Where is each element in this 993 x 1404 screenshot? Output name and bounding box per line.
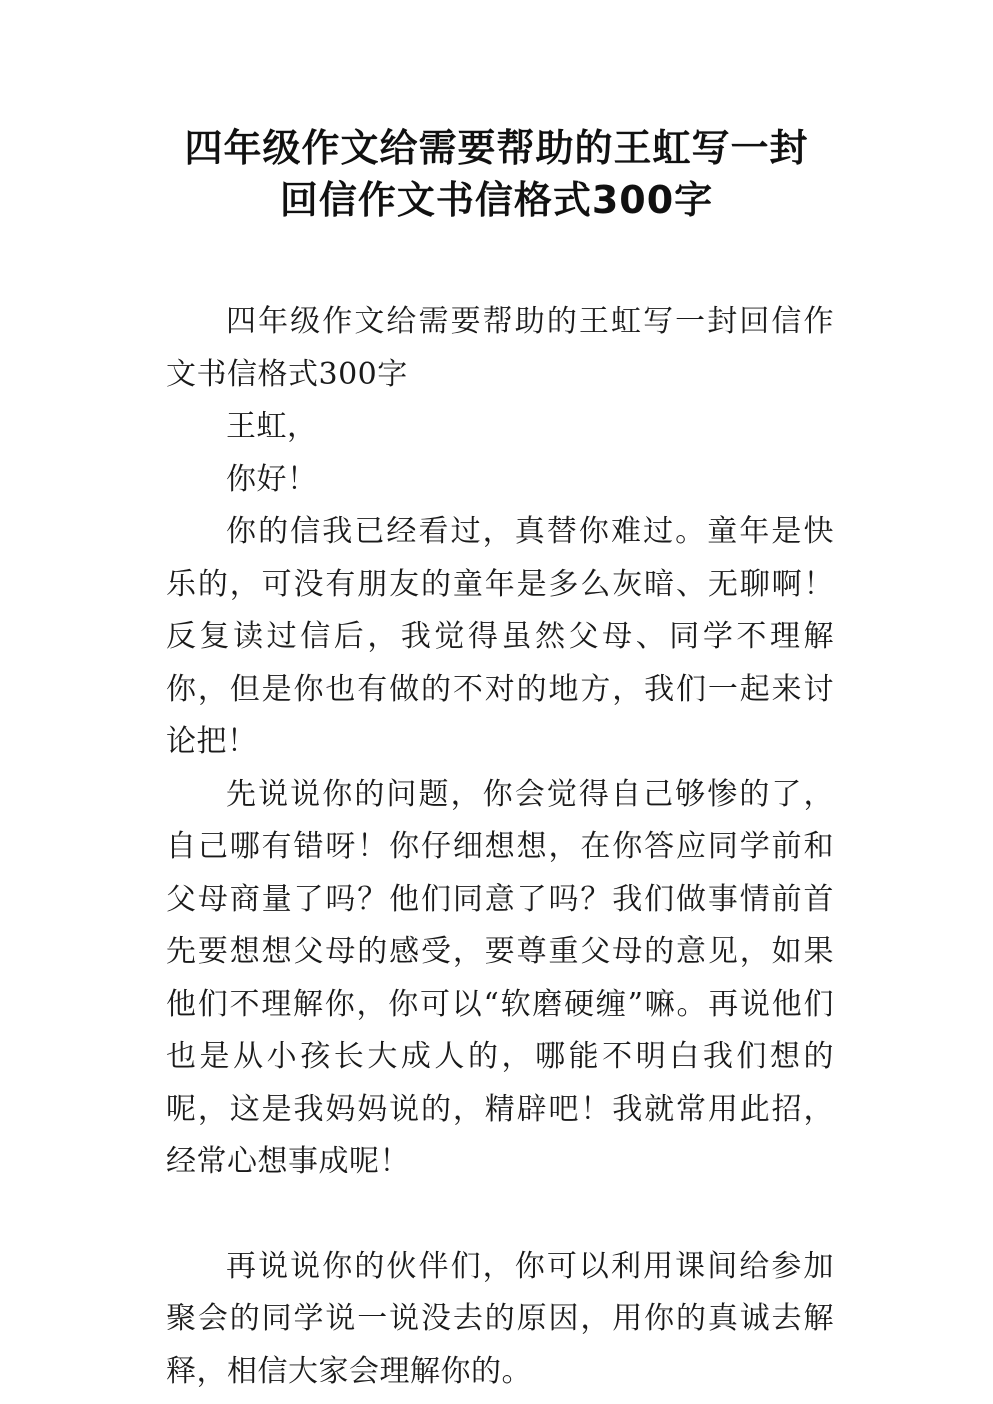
paragraph-2: 先说说你的问题，你会觉得自己够惨的了，自己哪有错呀！你仔细想想，在你答应同学前和父母商量了吗？他们同意了吗？我们做事情前首先要想想父母的感受，要尊重父母的意见，如果他们不理解你，你可以“软磨硬缠”嘛。再说他们也是从小孩长大成人的，哪能不明白我们想的呢，这是我妈妈说的，精辟吧！我就常用此招，经常心想事成呢！ [166, 776, 834, 1179]
paragraph-3: 再说说你的伙伴们，你可以利用课间给参加聚会的同学说一说没去的原因，用你的真诚去解释，相信大家会理解你的。 [166, 1248, 834, 1389]
paragraph-heading: 四年级作文给需要帮助的王虹写一封回信作文书信格式300字 [166, 304, 834, 392]
paragraph-greeting: 你好！ [226, 461, 318, 497]
title-line-2: 回信作文书信格式300字 [279, 178, 714, 222]
paragraph-1: 你的信我已经看过，真替你难过。童年是快乐的，可没有朋友的童年是多么灰暗、无聊啊！反复读过信后，我觉得虽然父母、同学不理解你，但是你也有做的不对的地方，我们一起来讨论把！ [166, 514, 834, 759]
document-title [120, 122, 873, 226]
document-body [166, 296, 834, 1398]
paragraph-salutation: 王虹， [226, 409, 318, 444]
paragraph-spacer [166, 1189, 834, 1241]
title-line-1: 四年级作文给需要帮助的王虹写一封 [184, 126, 809, 170]
